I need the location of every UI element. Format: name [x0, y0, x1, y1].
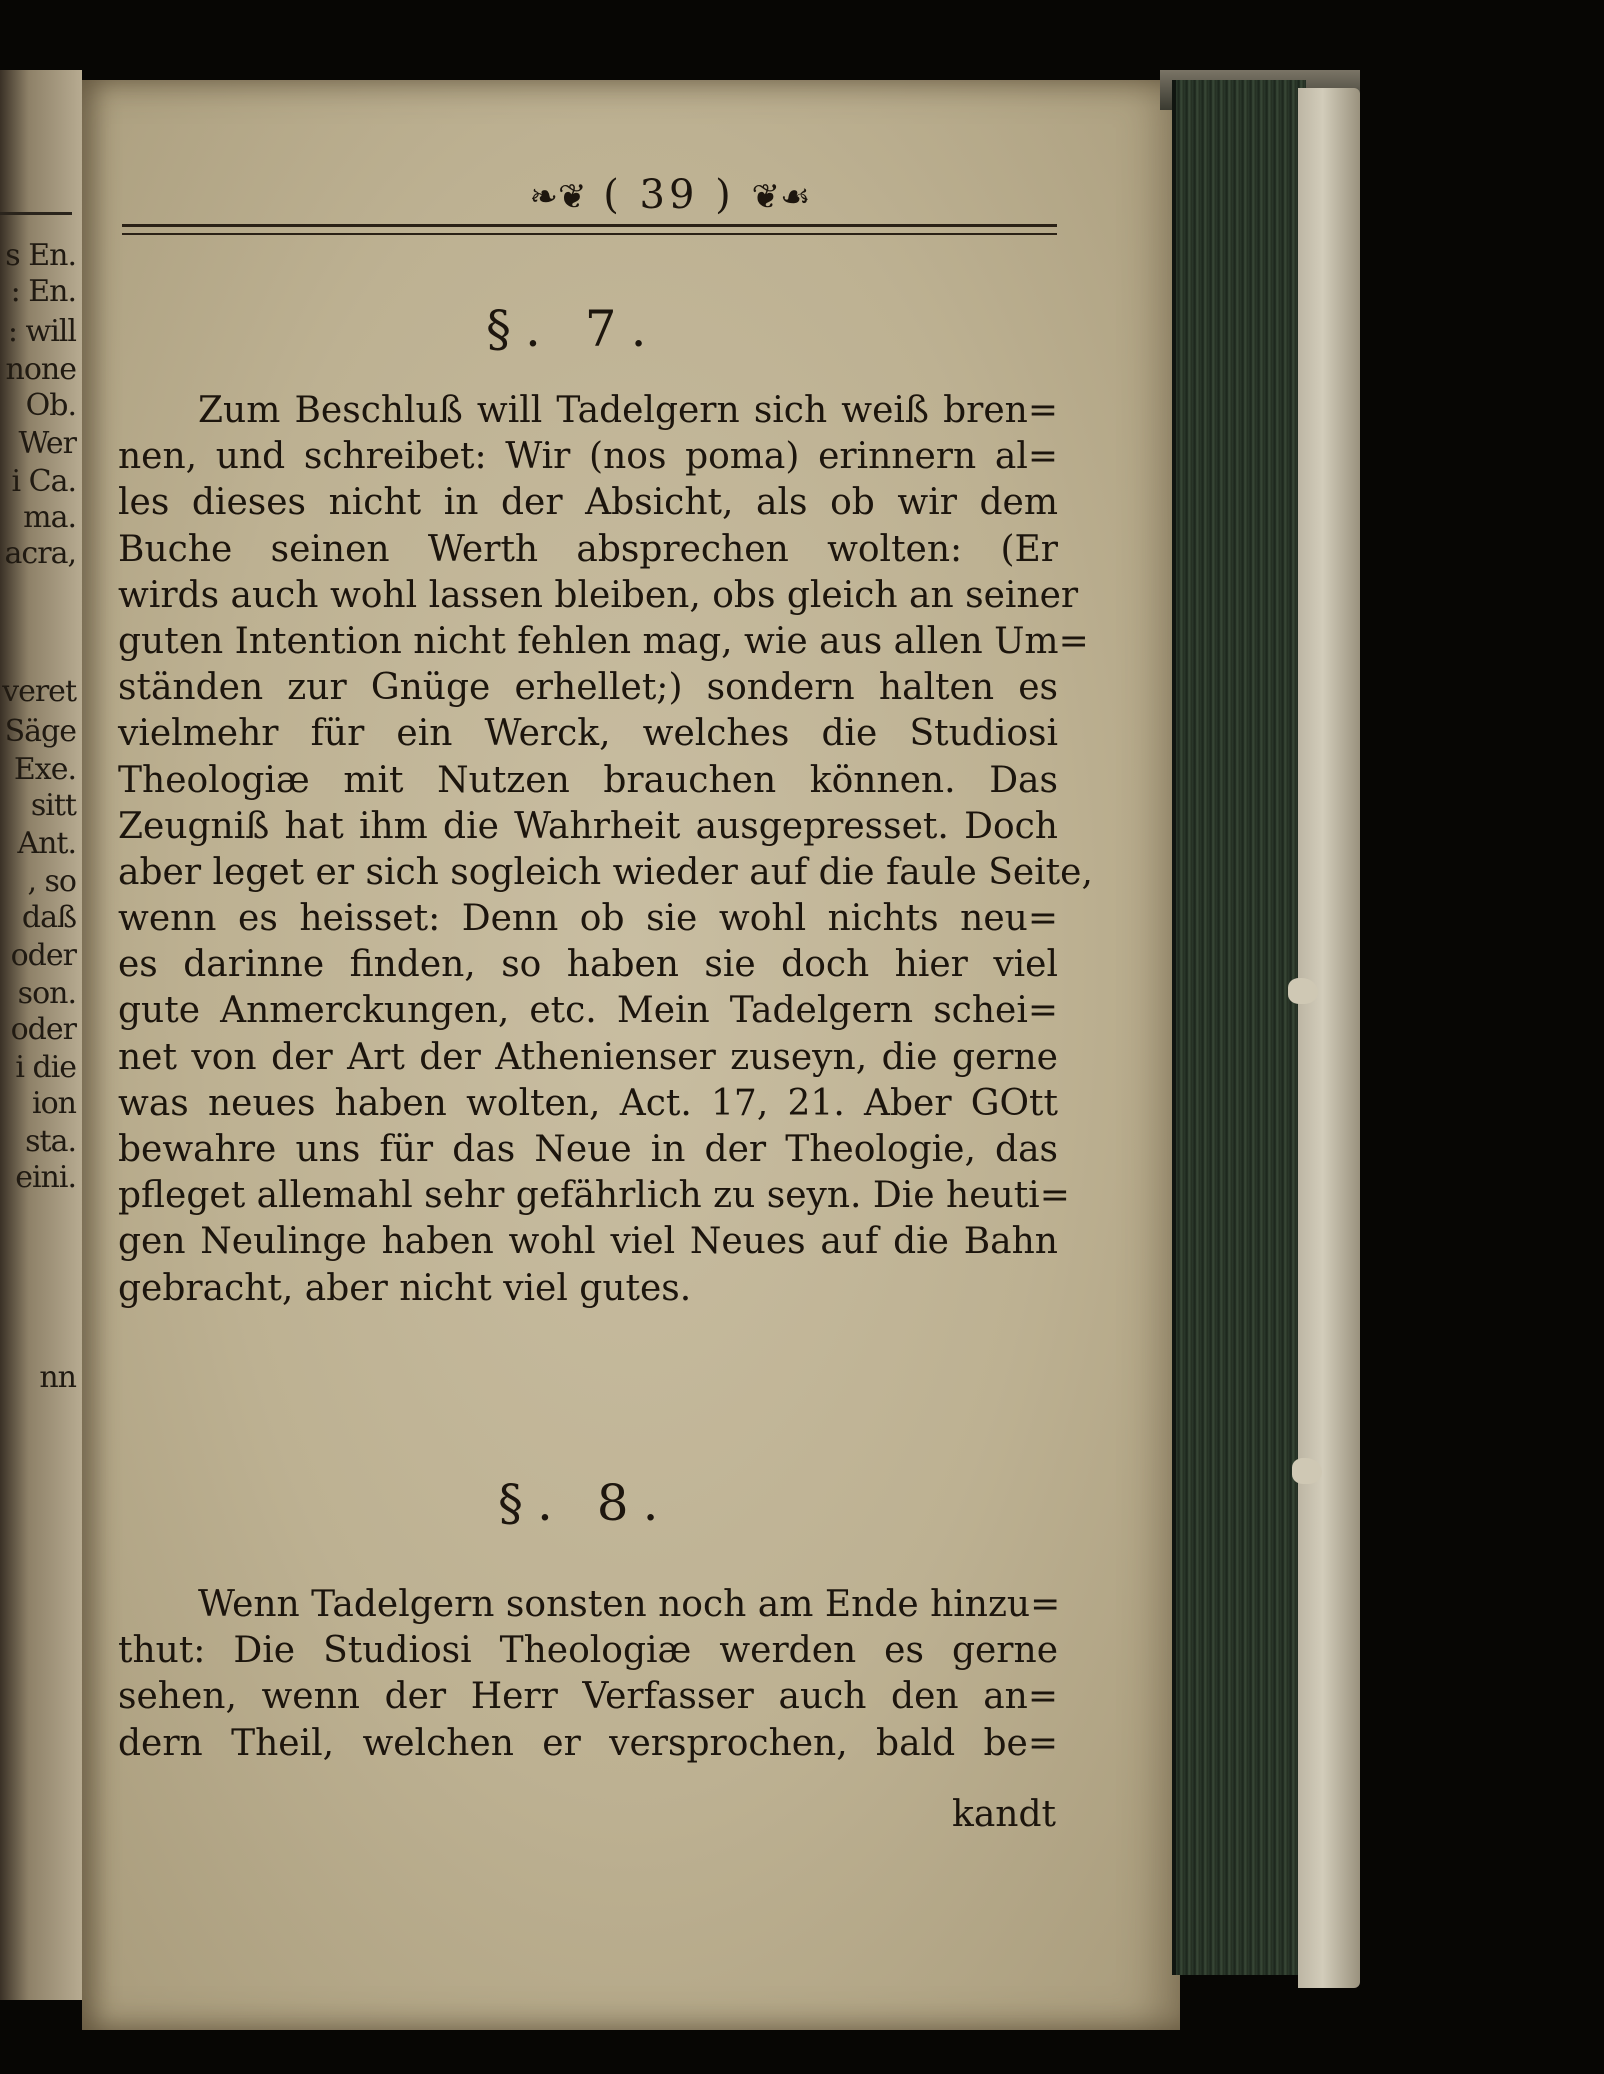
catchword: kandt [952, 1794, 1056, 1835]
left-page-edge [0, 70, 82, 2000]
left-page-fragment: oder [10, 938, 76, 973]
left-page-fragment: i Ca. [11, 464, 76, 499]
section-7-paragraph [118, 388, 1093, 1312]
left-page-fragment: eini. [15, 1160, 76, 1195]
section-heading: §. 7. [486, 300, 661, 358]
text-line: Theologiæ mit Nutzen brauchen können. Das [118, 759, 1058, 801]
book-cover [1298, 88, 1360, 1988]
left-page-fragment: sitt [30, 788, 76, 823]
text-line: wenn es heisset: Denn ob sie wohl nichts neu= [118, 898, 1058, 940]
left-page-fragment: : En. [10, 274, 76, 309]
left-page-fragment: none [5, 352, 76, 387]
text-line: gen Neulinge haben wohl viel Neues auf die Bahn [118, 1221, 1058, 1263]
left-page-fragment: , so [27, 864, 76, 899]
page-edges [1172, 80, 1306, 1975]
left-page-fragment: nn [39, 1360, 76, 1395]
text-line: vielmehr für ein Werck, welches die Studiosi [118, 713, 1058, 755]
left-page-fragment: Wer [18, 426, 76, 461]
left-page-fragment: ion [32, 1086, 76, 1121]
text-line: gute Anmerckungen, etc. Mein Tadelgern schei= [118, 990, 1058, 1032]
text-line: es darinne finden, so haben sie doch hier viel [118, 944, 1058, 986]
text-line: Wenn Tadelgern sonsten noch am Ende hinzu= [198, 1584, 1061, 1625]
text-line: wirds auch wohl lassen bleiben, obs gleich an seiner [118, 574, 1079, 616]
text-line: Buche seinen Werth absprechen wolten: (Er [118, 528, 1058, 570]
text-line: was neues haben wolten, Act. 17, 21. Aber GOtt [118, 1082, 1058, 1124]
left-page-fragment: acra, [4, 536, 76, 571]
text-line: nen, und schreibet: Wir (nos poma) erinnern al= [118, 436, 1058, 478]
header-rule [122, 224, 1057, 235]
header-ornament-left: ❧❦ [529, 177, 587, 217]
left-page-fragment: Ob. [25, 388, 76, 423]
text-line: les dieses nicht in der Absicht, als ob wir dem [118, 482, 1058, 524]
left-page-fragment: daß [21, 900, 76, 935]
text-line: thut: Die Studiosi Theologiæ werden es gerne [118, 1630, 1058, 1672]
cover-tear [1292, 1458, 1322, 1484]
text-line: aber leget er sich sogleich wieder auf die faule Seite, [118, 851, 1093, 893]
left-page-fragment: ma. [23, 500, 76, 535]
left-page-fragment: son. [17, 976, 76, 1011]
left-page-fragment: sta. [25, 1124, 76, 1159]
text-line: sehen, wenn der Herr Verfasser auch den an= [118, 1676, 1058, 1718]
text-line: ständen zur Gnüge erhellet;) sondern halten es [118, 667, 1058, 709]
text-line: Zeugniß hat ihm die Wahrheit ausgepresset. Doch [118, 805, 1058, 847]
section-heading: §. 8. [498, 1474, 673, 1532]
cover-tear [1288, 978, 1318, 1004]
left-page-fragment: Exe. [13, 752, 76, 787]
header-ornament-right: ❦☙ [751, 177, 811, 217]
page-header [470, 172, 870, 218]
text-line: gebracht, aber nicht viel gutes. [118, 1267, 692, 1309]
left-page-fragment: s En. [5, 238, 76, 273]
section-8-paragraph [118, 1582, 1061, 1767]
page-number: ( 39 ) [603, 172, 735, 218]
left-page-rule [0, 212, 72, 215]
text-line: dern Theil, welchen er versprochen, bald be= [118, 1722, 1058, 1764]
text-line: guten Intention nicht fehlen mag, wie aus allen Um= [118, 620, 1089, 662]
left-page-fragment: i die [15, 1050, 76, 1085]
text-line: bewahre uns für das Neue in der Theologie, das [118, 1129, 1058, 1170]
left-page-fragment: : will [7, 314, 76, 349]
left-page-fragment: Säge [4, 714, 76, 749]
left-page-fragment: oder [10, 1012, 76, 1047]
text-line: pfleget allemahl sehr gefährlich zu seyn. Die heuti= [118, 1175, 1070, 1217]
left-page-fragment: veret [2, 674, 76, 709]
text-line: net von der Art der Athenienser zuseyn, die gerne [118, 1036, 1058, 1078]
text-line: Zum Beschluß will Tadelgern sich weiß bren= [198, 390, 1058, 431]
left-page-fragment: Ant. [17, 826, 76, 861]
